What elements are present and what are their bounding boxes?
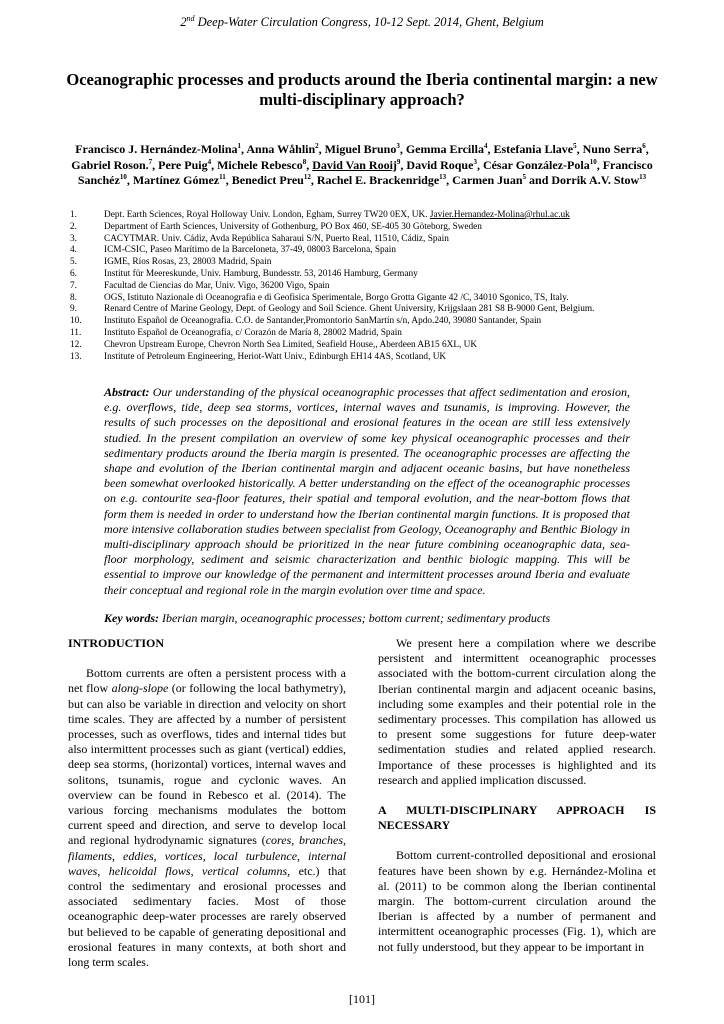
author-name: Francisco J. Hernández-Molina <box>75 142 238 156</box>
author-name: César González-Pola <box>482 157 590 172</box>
author-affiliation-mark: 3 <box>473 157 477 166</box>
author-name: Carmen Juan <box>452 173 523 187</box>
affiliation-item <box>70 245 670 257</box>
affiliation-item <box>70 210 670 222</box>
author-affiliation-mark: 5 <box>522 173 527 181</box>
affiliation-text: Renard Centre of Marine Geology, Dept. of Geology and Soil Science. Ghent University, Krijgslaan 281 S8 B-9000 Gent, Belgium. <box>104 304 595 315</box>
author-affiliation-mark: 10 <box>119 173 127 181</box>
author-separator: , <box>225 173 232 187</box>
affiliation-number: 5. <box>70 257 77 268</box>
paper-title: Oceanographic processes and products around the Iberia continental margin: a new multi-disciplinary approach? <box>66 70 658 109</box>
affiliation-item <box>70 222 670 234</box>
author-separator: , <box>211 157 218 172</box>
affiliation-number: 11. <box>70 327 82 338</box>
author-affiliation-mark: 6 <box>642 142 646 150</box>
author-name: Estefania Llave <box>493 142 574 156</box>
author-affiliation-mark: 3 <box>396 142 400 150</box>
affiliation-text: Chevron Upstream Europe, Chevron North Sea Limited, Seafield House,, Aberdeen AB15 6XL, UK <box>104 339 478 350</box>
affiliation-text: ICM-CSIC, Paseo Marítimo de la Barceloneta, 37-49, 08003 Barcelona, Spain <box>104 245 397 256</box>
author-name: Benedict Preu <box>231 173 304 187</box>
author-separator: , <box>645 142 649 156</box>
affiliation-number: 8. <box>70 292 77 303</box>
author-affiliation-mark: 1 <box>237 142 242 150</box>
affiliation-item <box>70 293 670 305</box>
author-name: Rachel E. Brackenridge <box>316 173 440 187</box>
affiliation-item <box>70 257 670 269</box>
affiliation-list <box>70 210 670 363</box>
author-affiliation-mark: 13 <box>639 173 647 181</box>
affiliation-number: 9. <box>70 304 77 315</box>
multidisciplinary-paragraph: Bottom current-controlled depositional and erosional features have been shown by e.g. Hernández-Molina et al. (2011) to be common along the Iberian continental margin. The bottom-current circulation around the Iberian is affected by a number of permanent and intermittent oceanographic processes (Fig. 1), which are not fully understood, but they appear to be important in <box>378 848 656 954</box>
author-separator: , <box>446 173 453 187</box>
header-superscript: nd <box>186 14 195 23</box>
author-separator: , <box>126 173 133 187</box>
affiliation-text: Institut für Meereskunde, Univ. Hamburg, Bundesstr. 53, 20146 Hamburg, Germany <box>104 268 418 279</box>
affiliation-text: CACYTMAR. Univ. Cádiz, Avda República Saharaui S/N, Puerto Real, 11510, Cádiz, Spain <box>104 233 449 244</box>
author-name: David Roque <box>406 157 474 172</box>
author-affiliation-mark: 4 <box>207 157 212 166</box>
email-link[interactable]: Javier.Hernandez-Molina@rhul.ac.uk <box>429 210 570 220</box>
header-text: Deep-Water Circulation Congress, 10-12 Sept. 2014, Ghent, Belgium <box>194 15 544 30</box>
page-number: [101] <box>349 992 375 1006</box>
author-name: Pere Puig <box>158 157 208 172</box>
affiliation-number: 7. <box>70 280 77 291</box>
author-name: Anna Wåhlin <box>246 142 316 156</box>
affiliation-number: 10. <box>70 316 82 327</box>
author-separator: , <box>576 142 583 156</box>
affiliation-item <box>70 304 670 316</box>
intro-paragraph: Bottom currents are often a persistent process with a net flow along-slope (or following the local bathymetry), but can also be variable in direction and velocity on short time scales. They are affected by a number of persistent processes, such as overflows, tides and internal tides but also intermittent processes such as giant (vertical) eddies, deep sea storms, (horizontal) vortices, internal waves and solitons, tsunamis, rogue and cyclonic waves. An overview can be found in Rebesco et al. (2014). The various forcing mechanisms modulates the bottom current speed and direction, and serve to develop local and regional hydrodynamic signatures (cores, branches, filaments, eddies, vortices, local turbulence, internal waves, helicoidal flows, vertical columns, etc.) that control the sedimentary and erosional processes and associated sedimentary facies. Most of those oceanographic deep-water processes are rarely observed but believed to be capable of generating depositional and erosional features in many contexts, at both short and long term scales. <box>68 666 347 970</box>
author-affiliation-mark: 10 <box>589 157 597 166</box>
author-name: Dorrik A.V. Stow <box>551 173 640 187</box>
affiliation-item <box>70 328 670 340</box>
affiliation-number: 12. <box>70 339 82 350</box>
affiliation-number: 4. <box>70 245 77 256</box>
affiliation-item <box>70 281 670 293</box>
author-affiliation-mark: 9 <box>396 157 401 166</box>
right-column <box>378 636 656 955</box>
affiliation-number: 13. <box>70 351 82 362</box>
author-affiliation-mark: 2 <box>315 142 319 150</box>
author-name: Miguel Bruno <box>324 142 397 156</box>
affiliation-number: 2. <box>70 221 77 232</box>
author-affiliation-mark: 13 <box>439 173 447 181</box>
section-heading-introduction: INTRODUCTION <box>68 636 165 650</box>
author-affiliation-mark: 12 <box>303 173 311 181</box>
affiliation-number: 3. <box>70 233 77 244</box>
author-separator: , <box>399 142 406 156</box>
affiliation-text: OGS, Istituto Nazionale di Oceanografia e di Geofisica Sperimentale, Borgo Grotta Gigante 42 /C, 34010 Sgonico, TS, Italy. <box>104 292 569 303</box>
compilation-paragraph: We present here a compilation where we describe persistent and intermittent oceanographic processes associated with the bottom-current circulation along the Iberian continental margin and adjacent oceanic basins, including some examples and their potential role in the sedimentary processes. This compilation has allowed us to present some suggestions for future deep-water sedimentation studies and related applied research. Importance of these processes is highlighted and its research and applied implication discussed. <box>378 636 656 787</box>
affiliation-text: Department of Earth Sciences, University of Gothenburg, PO Box 460, SE-405 30 Göteborg, Sweden <box>104 221 482 232</box>
section-heading-multidisciplinary: A MULTI-DISCIPLINARY APPROACH IS NECESSARY <box>378 803 656 833</box>
author-affiliation-mark: 8 <box>302 157 307 166</box>
affiliation-text: IGME, Ríos Rosas, 23, 28003 Madrid, Spain <box>104 257 272 268</box>
affiliation-item <box>70 352 670 364</box>
author-separator: , <box>241 142 247 156</box>
author-affiliation-mark: 7 <box>148 157 153 166</box>
affiliation-text: Institute of Petroleum Engineering, Heriot-Watt Univ., Edinburgh EH14 4AS, Scotland, UK <box>104 351 447 362</box>
author-separator: , <box>306 157 313 172</box>
author-separator: , <box>310 173 317 187</box>
author-name: Francisco Sanchéz <box>77 157 653 187</box>
author-name: David Van Rooij <box>312 157 397 172</box>
author-separator: , <box>476 157 483 172</box>
affiliation-text: Instituto Español de Oceanografía, c/ Corazón de María 8, 28002 Madrid, Spain <box>104 327 402 338</box>
author-affiliation-mark: 4 <box>483 142 488 150</box>
author-name: Gemma Ercilla <box>405 142 484 156</box>
author-separator: , <box>318 142 325 156</box>
abstract-text: Our understanding of the physical oceanographic processes that affect sedimentation and erosion, e.g. overflows, tide, deep sea storms, vortices, internal waves and tsunamis, is improving. However, the results of such processes on the depositional and erosional features in the ocean are still less extensively studied. In the present compilation an overview of some key physical oceanographic processes and their sedimentary products around the Iberia margin is presented. The oceanographic processes are affecting the shape and evolution of the Iberian continental margin and adjacent oceanic basins, but have nonetheless been somewhat overlooked historically. A better understanding on the effect of the oceanographic processes on e.g. contourite sea-floor features, their spatial and temporal evolution, and the near-bottom flows that form them is needed in order to understand how the Iberian continental margin functions. It is proposed that more intensive collaboration studies between specialist from Geology, Oceanography and Benthic Biology in multi-disciplinary approach should be prioritized in the near future combining oceanographic data, sea-floor morphology, sediment and seismic characterization and benthic biologic mapping. This will be essential to improve our knowledge of the permanent and intermittent processes around Iberia and evaluate their conceptual and regional role in the margin evolution over time and space. <box>104 385 630 597</box>
author-name: Martínez Gómez <box>132 173 220 187</box>
keywords <box>104 611 630 626</box>
conference-header <box>0 14 724 30</box>
author-list <box>60 142 664 189</box>
author-separator: , <box>152 157 159 172</box>
header-prefix: 2 <box>180 15 187 30</box>
author-affiliation-mark: 5 <box>573 142 577 150</box>
left-column <box>68 636 346 970</box>
abstract-label: Abstract: <box>104 385 150 399</box>
author-separator: and <box>526 173 552 187</box>
author-name: Nuno Serra <box>582 142 643 156</box>
affiliation-text: Facultad de Ciencias do Mar, Univ. Vigo, 36200 Vigo, Spain <box>104 280 330 291</box>
keywords-label: Key words: <box>104 611 159 625</box>
affiliation-item <box>70 316 670 328</box>
affiliation-text: Instituto Español de Oceanografía. C.O. de Santander,Promontorio SanMartín s/n, Apdo.240, 39080 Santander, Spain <box>104 316 542 327</box>
affiliation-item <box>70 234 670 246</box>
author-separator: , <box>596 157 603 172</box>
author-separator: , <box>400 157 407 172</box>
affiliation-item <box>70 269 670 281</box>
author-name: Gabriel Roson. <box>71 157 149 172</box>
author-affiliation-mark: 11 <box>219 173 226 181</box>
affiliation-number: 6. <box>70 268 77 279</box>
affiliation-number: 1. <box>70 210 77 220</box>
affiliation-text: Dept. Earth Sciences, Royal Holloway Univ. London, Egham, Surrey TW20 0EX, UK. <box>104 210 430 220</box>
abstract <box>104 385 630 598</box>
affiliation-item <box>70 340 670 352</box>
keywords-text: Iberian margin, oceanographic processes; bottom current; sedimentary products <box>159 611 551 625</box>
author-name: Michele Rebesco <box>217 157 303 172</box>
author-separator: , <box>487 142 494 156</box>
